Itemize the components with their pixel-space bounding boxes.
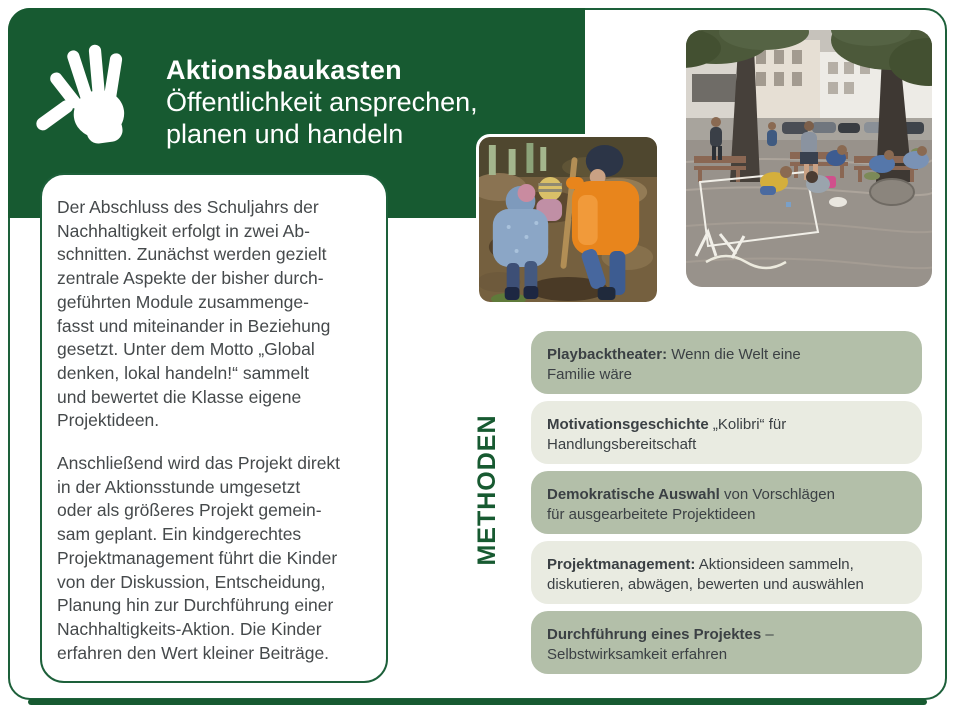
intro-paragraph-1 <box>57 196 380 433</box>
method-text: Wenn die Welt eine <box>667 346 801 363</box>
method-line: diskutieren, abwägen, bewerten und auswählen <box>547 576 864 593</box>
method-title: Motivationsgeschichte <box>547 416 709 433</box>
page-subtitle-line2: planen und handeln <box>166 118 404 149</box>
text-line: Projektideen. <box>57 410 160 431</box>
text-line: von der Diskussion, Entscheidung, <box>57 571 326 592</box>
text-line: Projektmanagement führt die Kinder <box>57 547 338 568</box>
method-card-durchfuehrung <box>531 611 922 674</box>
text-line: denken, lokal handeln!“ sammelt <box>57 362 309 383</box>
method-line: für ausgearbeitete Projektideen <box>547 506 756 523</box>
photo-tree-planting <box>476 134 660 305</box>
method-line <box>547 345 906 365</box>
intro-text-box <box>40 173 388 683</box>
text-line: sam geplant. Ein kindgerechtes <box>57 524 302 545</box>
text-line: geführten Module zusammenge- <box>57 291 309 312</box>
method-line: Selbstwirksamkeit erfahren <box>547 646 728 663</box>
page-title: Aktionsbaukasten <box>166 55 402 85</box>
hand-icon <box>36 32 150 154</box>
method-title: Demokratische Auswahl <box>547 486 720 503</box>
method-line <box>547 415 906 435</box>
method-card-projektmanagement <box>531 541 922 604</box>
method-title: Projektmanagement: <box>547 556 696 573</box>
intro-paragraph-2 <box>57 452 380 665</box>
method-line: Familie wäre <box>547 366 633 383</box>
method-line <box>547 485 906 505</box>
text-line: oder als größeres Projekt gemein- <box>57 500 322 521</box>
method-card-motivationsgeschichte <box>531 401 922 464</box>
text-line: erfahren den Wert kleiner Beiträge. <box>57 642 330 663</box>
header-titles <box>166 54 478 150</box>
method-line <box>547 555 906 575</box>
text-line: schnitten. Zunächst werden gezielt <box>57 244 327 265</box>
method-card-demokratische-auswahl <box>531 471 922 534</box>
method-text: – <box>761 626 774 643</box>
photo-chalk-drawing-illustration <box>686 30 932 287</box>
text-line: Nachhaltigkeits-Aktion. Die Kinder <box>57 618 322 639</box>
method-text: „Kolibri“ für <box>708 416 787 433</box>
method-title: Durchführung eines Projektes <box>547 626 762 643</box>
photo-tree-planting-illustration <box>479 137 657 302</box>
method-line <box>547 625 906 645</box>
text-line: in der Aktionsstunde umgesetzt <box>57 476 301 497</box>
text-line: fasst und miteinander in Beziehung <box>57 315 331 336</box>
method-card-playbacktheater <box>531 331 922 394</box>
methoden-vertical-label: METHODEN <box>472 414 501 566</box>
method-title: Playbacktheater: <box>547 346 668 363</box>
text-line: Anschließend wird das Projekt direkt <box>57 453 341 474</box>
text-line: Planung hin zur Durchführung einer <box>57 595 334 616</box>
photo-chalk-drawing <box>686 30 932 287</box>
method-line: Handlungsbereitschaft <box>547 436 697 453</box>
footer-rule <box>28 699 927 705</box>
text-line: zentrale Aspekte der bisher durch- <box>57 268 324 289</box>
text-line: und bewertet die Klasse eigene <box>57 386 302 407</box>
text-line: Nachhaltigkeit erfolgt in zwei Ab- <box>57 220 310 241</box>
page-subtitle-line1: Öffentlichkeit ansprechen, <box>166 87 478 117</box>
method-text: von Vorschlägen <box>719 486 835 503</box>
text-line: gesetzt. Unter dem Motto „Global <box>57 339 315 360</box>
method-text: Aktionsideen sammeln, <box>695 556 854 573</box>
text-line: Der Abschluss des Schuljahrs der <box>57 197 319 217</box>
